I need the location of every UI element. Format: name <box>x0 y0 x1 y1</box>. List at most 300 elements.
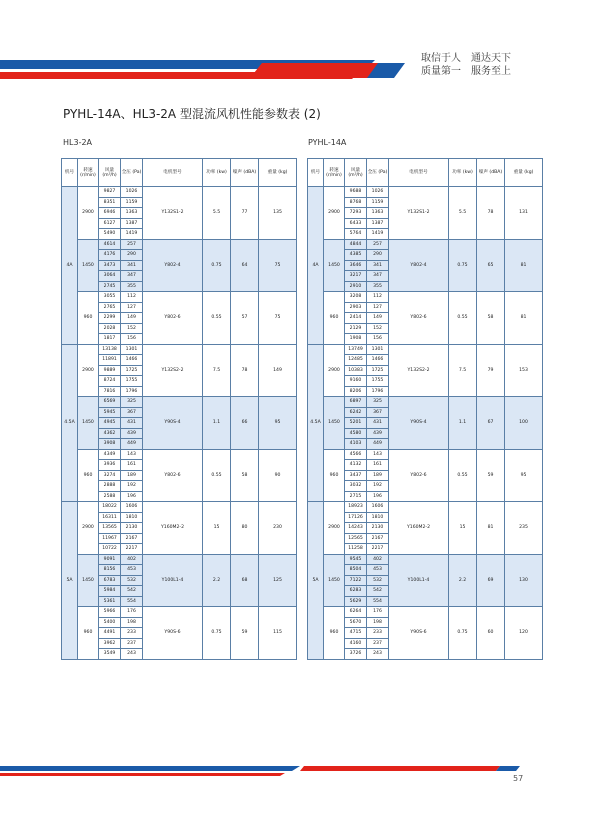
table-row <box>62 344 297 355</box>
pressure-cell: 1796 <box>367 386 389 397</box>
column-header: 噪声 (dBA) <box>477 159 505 187</box>
power-cell: 7.5 <box>203 344 231 397</box>
table-row <box>62 554 297 565</box>
airflow-cell: 6264 <box>345 607 367 618</box>
airflow-cell: 13749 <box>345 344 367 355</box>
airflow-cell: 2129 <box>345 323 367 334</box>
weight-cell: 75 <box>259 239 297 292</box>
airflow-cell: 9889 <box>99 365 121 376</box>
blue-stripe-bottom <box>0 766 300 771</box>
airflow-cell: 18923 <box>345 502 367 513</box>
pressure-cell: 2167 <box>121 533 143 544</box>
noise-cell: 79 <box>477 344 505 397</box>
airflow-cell: 4715 <box>345 628 367 639</box>
power-cell: 0.55 <box>449 449 477 502</box>
pressure-cell: 233 <box>121 628 143 639</box>
performance-table <box>307 158 543 660</box>
pressure-cell: 192 <box>367 481 389 492</box>
motto-phrase: 通达天下 <box>471 53 511 64</box>
speed-cell: 960 <box>78 292 99 345</box>
table-row <box>62 292 297 303</box>
column-header: 功率 (kw) <box>203 159 231 187</box>
noise-cell: 69 <box>477 554 505 607</box>
noise-cell: 59 <box>477 449 505 502</box>
noise-cell: 78 <box>477 187 505 240</box>
pressure-cell: 2217 <box>121 544 143 555</box>
pressure-cell: 1810 <box>367 512 389 523</box>
airflow-cell: 6127 <box>99 218 121 229</box>
pressure-cell: 237 <box>121 638 143 649</box>
power-cell: 0.55 <box>449 292 477 345</box>
pressure-cell: 1725 <box>121 365 143 376</box>
weight-cell: 135 <box>259 187 297 240</box>
page-title: PYHL-14A、HL3-2A 型混流风机性能参数表 (2) <box>63 107 321 121</box>
column-header: 转速 (r/min) <box>324 159 345 187</box>
speed-cell: 960 <box>78 449 99 502</box>
pressure-cell: 161 <box>121 460 143 471</box>
pressure-cell: 161 <box>367 460 389 471</box>
pressure-cell: 431 <box>121 418 143 429</box>
airflow-cell: 14243 <box>345 523 367 534</box>
table-row <box>308 187 543 198</box>
motor-model-cell: Y132S2-2 <box>143 344 203 397</box>
motor-model-cell: Y90S-4 <box>143 397 203 450</box>
airflow-cell: 3274 <box>99 470 121 481</box>
airflow-cell: 4176 <box>99 250 121 261</box>
noise-cell: 80 <box>231 502 259 555</box>
weight-cell: 230 <box>259 502 297 555</box>
weight-cell: 115 <box>259 607 297 660</box>
pressure-cell: 453 <box>121 565 143 576</box>
pressure-cell: 1606 <box>121 502 143 513</box>
airflow-cell: 3908 <box>99 439 121 450</box>
airflow-cell: 4580 <box>345 428 367 439</box>
column-header: 重量 (kg) <box>505 159 543 187</box>
weight-cell: 81 <box>505 292 543 345</box>
column-header: 电机型号 <box>143 159 203 187</box>
pressure-cell: 1387 <box>367 218 389 229</box>
pressure-cell: 341 <box>121 260 143 271</box>
pressure-cell: 1387 <box>121 218 143 229</box>
motor-model-cell: Y100L1-4 <box>389 554 449 607</box>
airflow-cell: 4566 <box>345 449 367 460</box>
airflow-cell: 18022 <box>99 502 121 513</box>
airflow-cell: 2588 <box>99 491 121 502</box>
airflow-cell: 9091 <box>99 554 121 565</box>
performance-table <box>61 158 297 660</box>
company-motto <box>421 52 511 78</box>
red-accent-bottom <box>300 766 500 771</box>
motto-phrase: 质量第一 <box>421 66 461 77</box>
noise-cell: 77 <box>231 187 259 240</box>
airflow-cell: 6897 <box>345 397 367 408</box>
pressure-cell: 189 <box>121 470 143 481</box>
header-row <box>308 159 543 187</box>
pressure-cell: 1159 <box>367 197 389 208</box>
airflow-cell: 12485 <box>345 355 367 366</box>
noise-cell: 67 <box>477 397 505 450</box>
motor-model-cell: Y90S-6 <box>143 607 203 660</box>
motor-model-cell: Y132S1-2 <box>143 187 203 240</box>
pressure-cell: 431 <box>367 418 389 429</box>
airflow-cell: 4362 <box>99 428 121 439</box>
header-row <box>62 159 297 187</box>
pressure-cell: 1301 <box>367 344 389 355</box>
pressure-cell: 367 <box>121 407 143 418</box>
airflow-cell: 8768 <box>345 197 367 208</box>
airflow-cell: 2903 <box>345 302 367 313</box>
motor-model-cell: Y132S2-2 <box>389 344 449 397</box>
pressure-cell: 237 <box>367 638 389 649</box>
airflow-cell: 2765 <box>99 302 121 313</box>
airflow-cell: 6283 <box>345 586 367 597</box>
noise-cell: 66 <box>231 397 259 450</box>
motto-line-2 <box>421 65 511 78</box>
pressure-cell: 198 <box>121 617 143 628</box>
speed-cell: 1450 <box>324 239 345 292</box>
pressure-cell: 1466 <box>367 355 389 366</box>
pressure-cell: 532 <box>121 575 143 586</box>
column-header: 风量 (m³/h) <box>99 159 121 187</box>
noise-cell: 58 <box>231 449 259 502</box>
weight-cell: 153 <box>505 344 543 397</box>
speed-cell: 960 <box>324 292 345 345</box>
airflow-cell: 6783 <box>99 575 121 586</box>
airflow-cell: 1908 <box>345 334 367 345</box>
airflow-cell: 2414 <box>345 313 367 324</box>
pressure-cell: 355 <box>367 281 389 292</box>
pressure-cell: 2167 <box>367 533 389 544</box>
table-row <box>62 397 297 408</box>
table-label: PYHL-14A <box>308 138 347 147</box>
airflow-cell: 5945 <box>99 407 121 418</box>
footer-stripes <box>0 762 600 782</box>
airflow-cell: 6946 <box>99 208 121 219</box>
motor-model-cell: Y802-6 <box>143 292 203 345</box>
power-cell: 0.75 <box>449 239 477 292</box>
airflow-cell: 3055 <box>99 292 121 303</box>
pressure-cell: 402 <box>121 554 143 565</box>
power-cell: 2.2 <box>203 554 231 607</box>
pressure-cell: 449 <box>121 439 143 450</box>
pressure-cell: 290 <box>367 250 389 261</box>
airflow-cell: 3936 <box>99 460 121 471</box>
pressure-cell: 439 <box>121 428 143 439</box>
airflow-cell: 4160 <box>345 638 367 649</box>
airflow-cell: 8351 <box>99 197 121 208</box>
weight-cell: 95 <box>259 397 297 450</box>
motto-phrase: 服务至上 <box>471 66 511 77</box>
airflow-cell: 5361 <box>99 596 121 607</box>
airflow-cell: 11258 <box>345 544 367 555</box>
weight-cell: 131 <box>505 187 543 240</box>
speed-cell: 2900 <box>78 502 99 555</box>
pressure-cell: 554 <box>367 596 389 607</box>
speed-cell: 2900 <box>324 187 345 240</box>
column-header: 机号 <box>308 159 324 187</box>
noise-cell: 59 <box>231 607 259 660</box>
table-row <box>308 607 543 618</box>
airflow-cell: 7816 <box>99 386 121 397</box>
airflow-cell: 9827 <box>99 187 121 198</box>
power-cell: 1.1 <box>203 397 231 450</box>
pressure-cell: 1419 <box>367 229 389 240</box>
pressure-cell: 243 <box>121 649 143 660</box>
airflow-cell: 11967 <box>99 533 121 544</box>
pressure-cell: 1755 <box>367 376 389 387</box>
pressure-cell: 127 <box>367 302 389 313</box>
weight-cell: 100 <box>505 397 543 450</box>
pressure-cell: 290 <box>121 250 143 261</box>
noise-cell: 65 <box>477 239 505 292</box>
airflow-cell: 2715 <box>345 491 367 502</box>
table-row <box>308 502 543 513</box>
airflow-cell: 13565 <box>99 523 121 534</box>
pressure-cell: 1363 <box>121 208 143 219</box>
airflow-cell: 3549 <box>99 649 121 660</box>
speed-cell: 1450 <box>324 554 345 607</box>
pressure-cell: 449 <box>367 439 389 450</box>
column-header: 全压 (Pa) <box>367 159 389 187</box>
motor-model-cell: Y802-4 <box>143 239 203 292</box>
airflow-cell: 4103 <box>345 439 367 450</box>
pressure-cell: 1725 <box>367 365 389 376</box>
noise-cell: 64 <box>231 239 259 292</box>
airflow-cell: 8724 <box>99 376 121 387</box>
power-cell: 2.2 <box>449 554 477 607</box>
airflow-cell: 2028 <box>99 323 121 334</box>
airflow-cell: 2888 <box>99 481 121 492</box>
weight-cell: 235 <box>505 502 543 555</box>
pressure-cell: 1363 <box>367 208 389 219</box>
pressure-cell: 453 <box>367 565 389 576</box>
pressure-cell: 112 <box>367 292 389 303</box>
airflow-cell: 5400 <box>99 617 121 628</box>
table-row <box>308 344 543 355</box>
speed-cell: 1450 <box>78 239 99 292</box>
pressure-cell: 152 <box>367 323 389 334</box>
pressure-cell: 532 <box>367 575 389 586</box>
noise-cell: 68 <box>231 554 259 607</box>
pressure-cell: 1159 <box>121 197 143 208</box>
pressure-cell: 1810 <box>121 512 143 523</box>
motto-line-1 <box>421 52 511 65</box>
column-header: 电机型号 <box>389 159 449 187</box>
power-cell: 0.55 <box>203 449 231 502</box>
power-cell: 15 <box>449 502 477 555</box>
speed-cell: 2900 <box>78 344 99 397</box>
weight-cell: 125 <box>259 554 297 607</box>
table-row <box>308 397 543 408</box>
table-row <box>62 607 297 618</box>
column-header: 噪声 (dBA) <box>231 159 259 187</box>
airflow-cell: 1817 <box>99 334 121 345</box>
airflow-cell: 6242 <box>345 407 367 418</box>
pressure-cell: 1606 <box>367 502 389 513</box>
airflow-cell: 3726 <box>345 649 367 660</box>
motor-model-cell: Y160M2-2 <box>389 502 449 555</box>
speed-cell: 960 <box>324 607 345 660</box>
power-cell: 0.55 <box>203 292 231 345</box>
airflow-cell: 3473 <box>99 260 121 271</box>
weight-cell: 130 <box>505 554 543 607</box>
power-cell: 1.1 <box>449 397 477 450</box>
pressure-cell: 143 <box>367 449 389 460</box>
pressure-cell: 1755 <box>121 376 143 387</box>
airflow-cell: 5490 <box>99 229 121 240</box>
airflow-cell: 7122 <box>345 575 367 586</box>
machine-no-cell: 4.5A <box>62 344 78 502</box>
column-header: 风量 (m³/h) <box>345 159 367 187</box>
noise-cell: 81 <box>477 502 505 555</box>
pressure-cell: 1026 <box>367 187 389 198</box>
airflow-cell: 13138 <box>99 344 121 355</box>
motor-model-cell: Y90S-6 <box>389 607 449 660</box>
airflow-cell: 4844 <box>345 239 367 250</box>
airflow-cell: 3032 <box>345 481 367 492</box>
pressure-cell: 355 <box>121 281 143 292</box>
machine-no-cell: 4A <box>62 187 78 345</box>
pressure-cell: 2217 <box>367 544 389 555</box>
motor-model-cell: Y100L1-4 <box>143 554 203 607</box>
pressure-cell: 341 <box>367 260 389 271</box>
weight-cell: 95 <box>505 449 543 502</box>
airflow-cell: 11891 <box>99 355 121 366</box>
pressure-cell: 2130 <box>367 523 389 534</box>
airflow-cell: 8156 <box>99 565 121 576</box>
speed-cell: 1450 <box>324 397 345 450</box>
pressure-cell: 2130 <box>121 523 143 534</box>
pressure-cell: 233 <box>367 628 389 639</box>
power-cell: 7.5 <box>449 344 477 397</box>
table-row <box>308 449 543 460</box>
airflow-cell: 6433 <box>345 218 367 229</box>
airflow-cell: 4614 <box>99 239 121 250</box>
noise-cell: 60 <box>477 607 505 660</box>
airflow-cell: 4132 <box>345 460 367 471</box>
table-row <box>62 239 297 250</box>
pressure-cell: 1796 <box>121 386 143 397</box>
weight-cell: 81 <box>505 239 543 292</box>
airflow-cell: 10383 <box>345 365 367 376</box>
airflow-cell: 17126 <box>345 512 367 523</box>
pressure-cell: 1026 <box>121 187 143 198</box>
airflow-cell: 3217 <box>345 271 367 282</box>
airflow-cell: 3646 <box>345 260 367 271</box>
airflow-cell: 3064 <box>99 271 121 282</box>
power-cell: 0.75 <box>203 607 231 660</box>
speed-cell: 1450 <box>78 554 99 607</box>
pressure-cell: 192 <box>121 481 143 492</box>
airflow-cell: 6569 <box>99 397 121 408</box>
airflow-cell: 3962 <box>99 638 121 649</box>
pressure-cell: 127 <box>121 302 143 313</box>
power-cell: 15 <box>203 502 231 555</box>
motor-model-cell: Y802-4 <box>389 239 449 292</box>
table-row <box>62 449 297 460</box>
weight-cell: 149 <box>259 344 297 397</box>
speed-cell: 1450 <box>78 397 99 450</box>
pressure-cell: 325 <box>121 397 143 408</box>
table-row <box>308 292 543 303</box>
airflow-cell: 4349 <box>99 449 121 460</box>
speed-cell: 960 <box>78 607 99 660</box>
airflow-cell: 3437 <box>345 470 367 481</box>
pressure-cell: 149 <box>367 313 389 324</box>
airflow-cell: 3208 <box>345 292 367 303</box>
airflow-cell: 9688 <box>345 187 367 198</box>
airflow-cell: 5764 <box>345 229 367 240</box>
pressure-cell: 189 <box>367 470 389 481</box>
column-header: 全压 (Pa) <box>121 159 143 187</box>
column-header: 机号 <box>62 159 78 187</box>
pressure-cell: 325 <box>367 397 389 408</box>
power-cell: 0.75 <box>203 239 231 292</box>
column-header: 重量 (kg) <box>259 159 297 187</box>
pressure-cell: 143 <box>121 449 143 460</box>
pressure-cell: 196 <box>367 491 389 502</box>
airflow-cell: 9160 <box>345 376 367 387</box>
airflow-cell: 4385 <box>345 250 367 261</box>
motto-phrase: 取信于人 <box>421 53 461 64</box>
machine-no-cell: 4.5A <box>308 344 324 502</box>
table-row <box>62 502 297 513</box>
power-cell: 5.5 <box>203 187 231 240</box>
airflow-cell: 12565 <box>345 533 367 544</box>
airflow-cell: 4945 <box>99 418 121 429</box>
weight-cell: 75 <box>259 292 297 345</box>
motor-model-cell: Y90S-4 <box>389 397 449 450</box>
pressure-cell: 554 <box>121 596 143 607</box>
pressure-cell: 439 <box>367 428 389 439</box>
pressure-cell: 176 <box>367 607 389 618</box>
airflow-cell: 8206 <box>345 386 367 397</box>
weight-cell: 120 <box>505 607 543 660</box>
airflow-cell: 8504 <box>345 565 367 576</box>
power-cell: 0.75 <box>449 607 477 660</box>
airflow-cell: 2745 <box>99 281 121 292</box>
pressure-cell: 149 <box>121 313 143 324</box>
pressure-cell: 156 <box>367 334 389 345</box>
power-cell: 5.5 <box>449 187 477 240</box>
airflow-cell: 5670 <box>345 617 367 628</box>
table-row <box>62 187 297 198</box>
pressure-cell: 347 <box>367 271 389 282</box>
pressure-cell: 156 <box>121 334 143 345</box>
pressure-cell: 112 <box>121 292 143 303</box>
red-stripe-bottom <box>0 773 285 776</box>
airflow-cell: 2299 <box>99 313 121 324</box>
machine-no-cell: 5A <box>62 502 78 660</box>
pressure-cell: 1466 <box>121 355 143 366</box>
pressure-cell: 542 <box>121 586 143 597</box>
motor-model-cell: Y160M2-2 <box>143 502 203 555</box>
airflow-cell: 7293 <box>345 208 367 219</box>
machine-no-cell: 4A <box>308 187 324 345</box>
airflow-cell: 5966 <box>99 607 121 618</box>
blue-accent-bottom <box>496 766 520 771</box>
airflow-cell: 4491 <box>99 628 121 639</box>
table-row <box>308 554 543 565</box>
pressure-cell: 152 <box>121 323 143 334</box>
pressure-cell: 367 <box>367 407 389 418</box>
noise-cell: 58 <box>477 292 505 345</box>
motor-model-cell: Y802-6 <box>389 292 449 345</box>
motor-model-cell: Y802-6 <box>389 449 449 502</box>
airflow-cell: 5201 <box>345 418 367 429</box>
speed-cell: 960 <box>324 449 345 502</box>
machine-no-cell: 5A <box>308 502 324 660</box>
